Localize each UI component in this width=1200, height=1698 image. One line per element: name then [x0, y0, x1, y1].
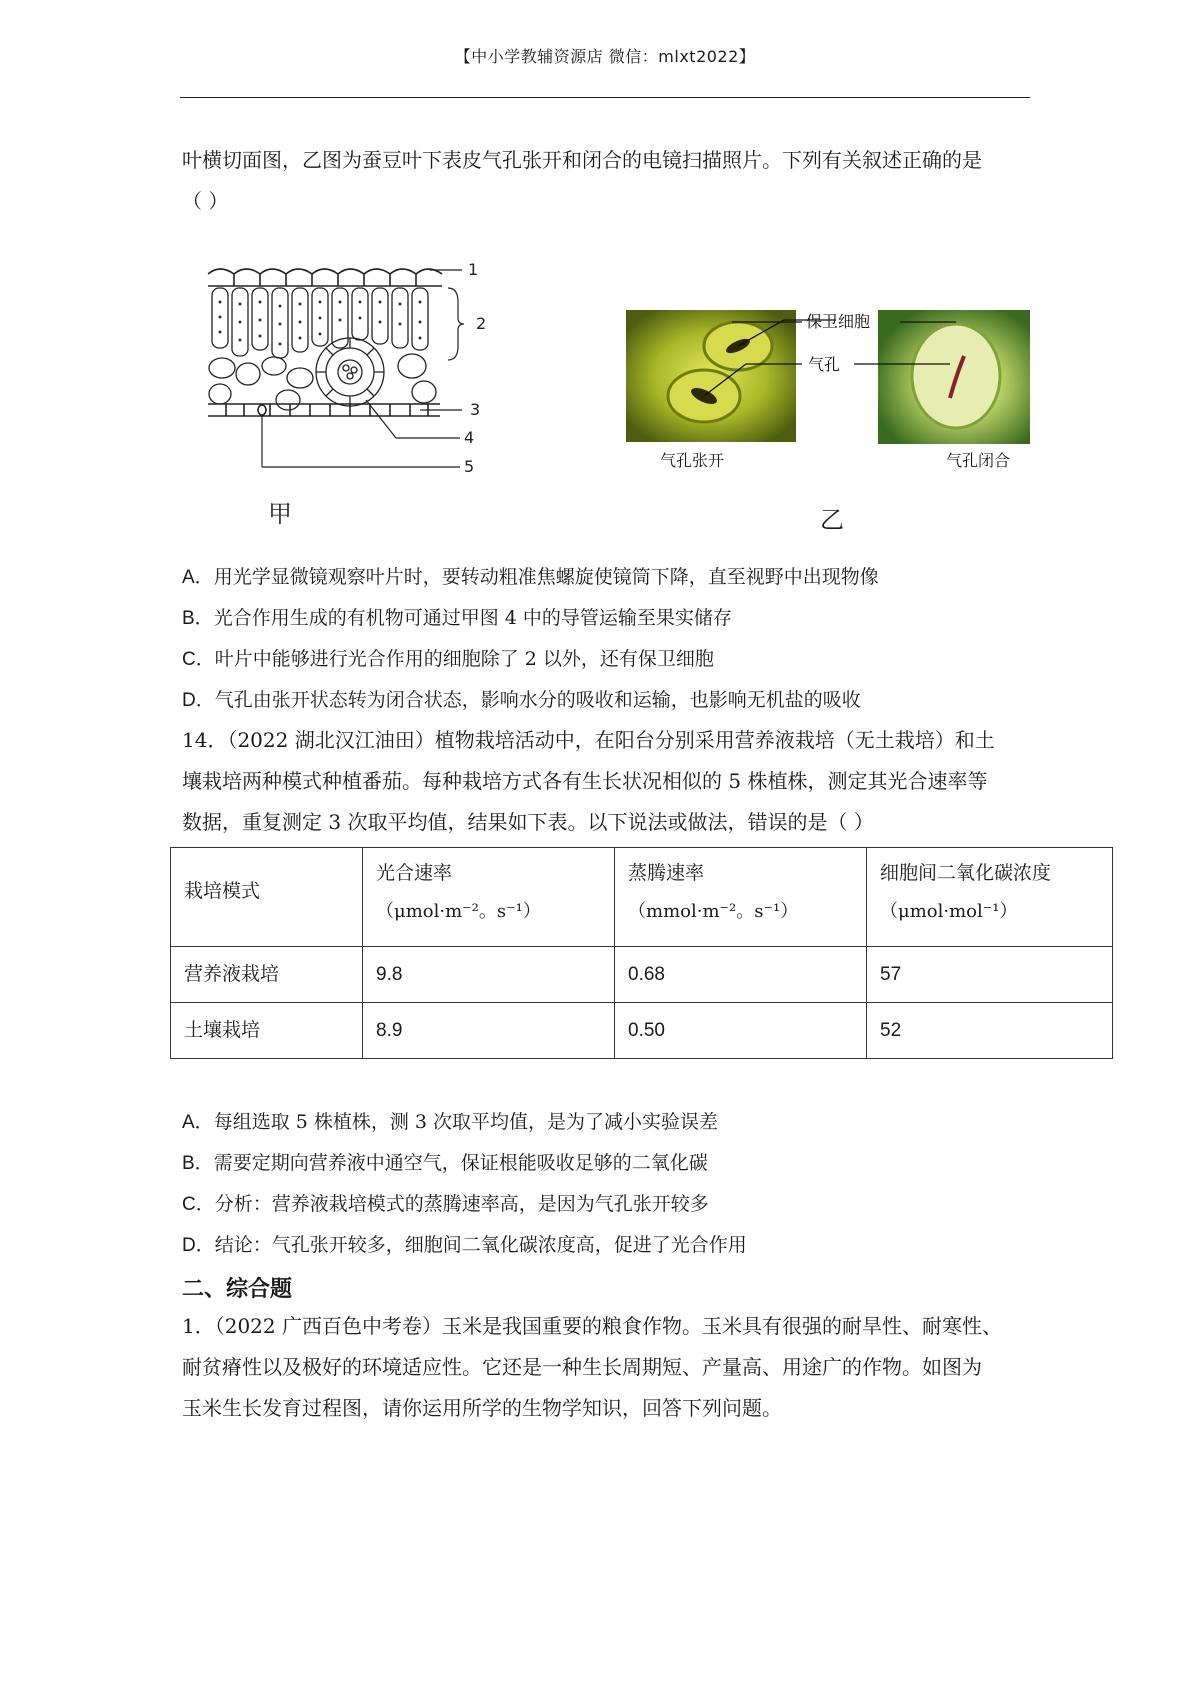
stoma-label: 气孔 [808, 355, 841, 374]
figure-yi-caption: 乙 [820, 506, 844, 534]
comprehensive-q1-stem [182, 1306, 1042, 1429]
option-key: D． [182, 1235, 215, 1256]
figure-jia-label-2: 2 [476, 314, 487, 333]
stoma-closed-caption: 气孔闭合 [946, 451, 1011, 470]
q13-option-b [182, 603, 732, 630]
header-cell-text: 细胞间二氧化碳浓度 [880, 862, 1052, 884]
q14-stem [182, 720, 1042, 843]
vein-bundle [316, 338, 384, 406]
option-key: A． [182, 1112, 214, 1133]
q13-stem-line2: （ ） [182, 189, 229, 213]
q14-stem-line1: 14．（2022 湖北汉江油田）植物栽培活动中，在阳台分别采用营养液栽培（无土栽培）和土 [182, 728, 995, 752]
table-header-cell [615, 848, 867, 947]
option-text: 气孔由张开状态转为闭合状态，影响水分的吸收和运输，也影响无机盐的吸收 [214, 689, 861, 711]
table-header-cell [171, 848, 363, 947]
comprehensive-q1-line1: 1．（2022 广西百色中考卷）玉米是我国重要的粮食作物。玉米具有很强的耐旱性、耐寒性、 [182, 1314, 1002, 1338]
option-key: B． [182, 1153, 214, 1174]
option-text: 结论：气孔张开较多，细胞间二氧化碳浓度高，促进了光合作用 [214, 1234, 747, 1256]
figure-jia-label-4: 4 [464, 428, 475, 447]
header-cell-text: 蒸腾速率 [628, 862, 705, 884]
header-cell-unit: （μmol·mol⁻¹） [880, 901, 1018, 922]
cultivation-data-table [170, 847, 1113, 1059]
q13-option-c [182, 644, 714, 671]
figure-jia-label-3: 3 [470, 400, 481, 419]
leaf-cross-section-diagram [200, 262, 540, 537]
option-text: 分析：营养液栽培模式的蒸腾速率高，是因为气孔张开较多 [214, 1193, 709, 1215]
table-header-cell [363, 848, 615, 947]
comprehensive-q1-line3: 玉米生长发育过程图，请你运用所学的生物学知识，回答下列问题。 [182, 1396, 782, 1420]
lower-epidermis [208, 404, 440, 416]
chloroplast-dots [219, 301, 422, 346]
comprehensive-q1-line2: 耐贫瘠性以及极好的环境适应性。它还是一种生长周期短、产量高、用途广的作物。如图为 [182, 1355, 982, 1379]
option-text: 需要定期向营养液中通空气，保证根能吸收足够的二氧化碳 [213, 1152, 708, 1174]
stoma-open-caption: 气孔张开 [660, 451, 725, 470]
q13-option-d [182, 685, 861, 712]
header-cell-unit: （mmol·m⁻²。s⁻¹） [628, 901, 799, 922]
option-text: 每组选取 5 株植株，测 3 次取平均值，是为了减小实验误差 [213, 1111, 719, 1133]
page-header: 【中小学教辅资源店 微信：mlxt2022】 [454, 47, 756, 66]
table-header-row [171, 848, 1113, 947]
option-key: C． [182, 649, 215, 670]
figure-jia-label-5: 5 [464, 457, 475, 476]
table-cell: 0.50 [615, 1003, 867, 1059]
spongy-layer [209, 354, 436, 410]
q14-stem-line3: 数据，重复测定 3 次取平均值，结果如下表。以下说法或做法，错误的是（ ） [182, 810, 874, 834]
stomata-photo-figure [620, 310, 1060, 460]
option-text: 叶片中能够进行光合作用的细胞除了 2 以外，还有保卫细胞 [214, 648, 714, 670]
option-key: C． [182, 1194, 215, 1215]
header-cell-unit: （μmol·m⁻²。s⁻¹） [376, 901, 541, 922]
table-cell: 9.8 [363, 947, 615, 1003]
figure-jia-caption: 甲 [268, 500, 292, 528]
option-key: D． [182, 690, 215, 711]
figure-jia-label-1: 1 [468, 262, 479, 279]
table-cell: 土壤栽培 [171, 1003, 363, 1059]
table-row [171, 1003, 1113, 1059]
table-cell: 8.9 [363, 1003, 615, 1059]
q13-option-a [182, 562, 879, 589]
table-cell: 营养液栽培 [171, 947, 363, 1003]
option-key: B． [182, 608, 214, 629]
palisade-layer [212, 288, 428, 358]
guard-cell-label: 保卫细胞 [806, 312, 871, 331]
upper-epidermis [208, 269, 442, 286]
option-key: A． [182, 567, 214, 588]
q14-stem-line2: 壤栽培两种模式种植番茄。每种栽培方式各有生长状况相似的 5 株植株，测定其光合速率等 [182, 769, 988, 793]
option-text: 光合作用生成的有机物可通过甲图 4 中的导管运输至果实储存 [213, 607, 732, 629]
q14-option-a [182, 1107, 718, 1134]
q13-stem [182, 140, 1042, 222]
table-cell: 52 [867, 1003, 1113, 1059]
q14-option-c [182, 1189, 709, 1216]
header-cell-text: 光合速率 [376, 862, 453, 884]
table-cell: 0.68 [615, 947, 867, 1003]
q13-stem-line1: 叶横切面图，乙图为蚕豆叶下表皮气孔张开和闭合的电镜扫描照片。下列有关叙述正确的是 [182, 148, 982, 172]
q14-option-d [182, 1230, 747, 1257]
header-cell-text: 栽培模式 [184, 880, 261, 902]
section-title: 二、综合题 [182, 1277, 293, 1302]
table-row [171, 947, 1113, 1003]
q14-option-b [182, 1148, 708, 1175]
option-text: 用光学显微镜观察叶片时，要转动粗准焦螺旋使镜筒下降，直至视野中出现物像 [213, 566, 879, 588]
table-header-cell [867, 848, 1113, 947]
table-cell: 57 [867, 947, 1113, 1003]
header-divider [180, 97, 1030, 98]
